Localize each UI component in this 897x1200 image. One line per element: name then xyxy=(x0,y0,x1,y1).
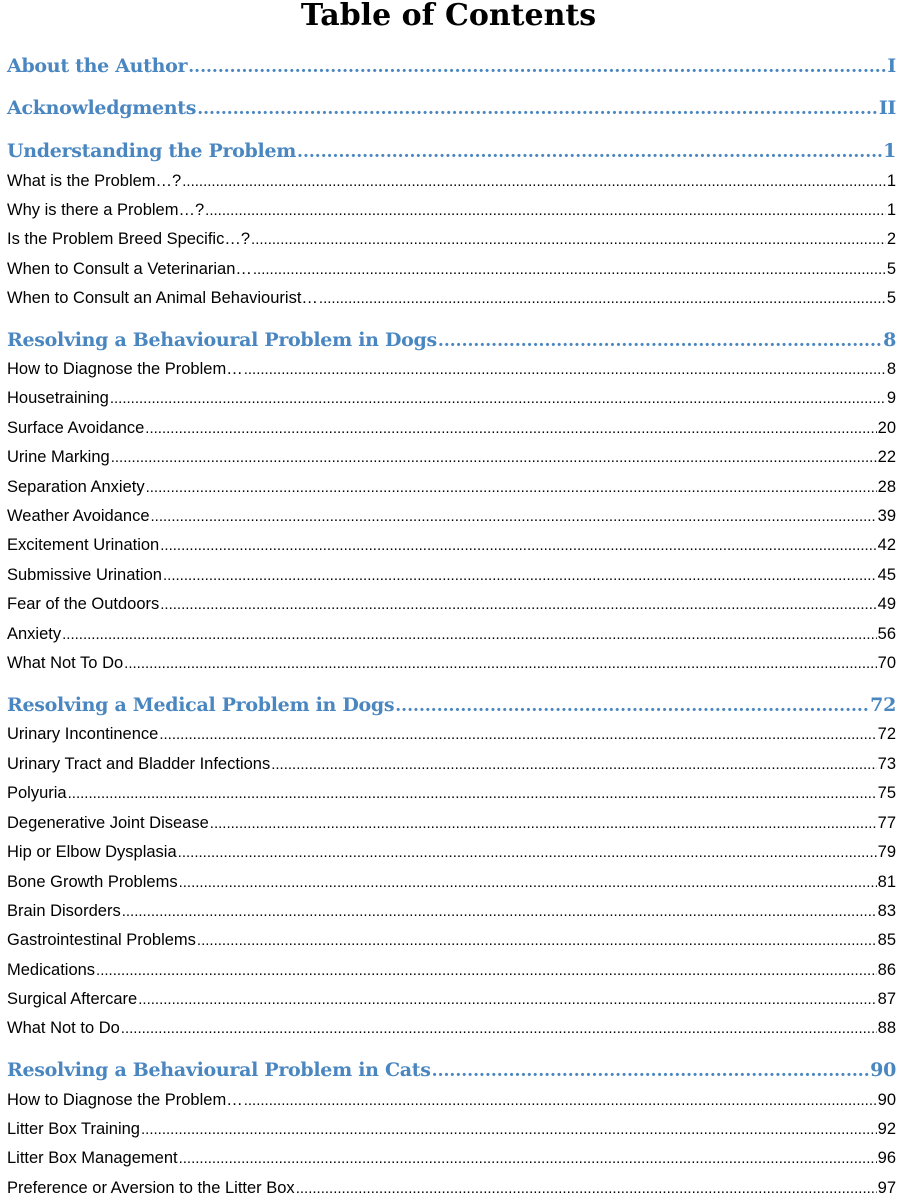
toc-page-number: 5 xyxy=(886,289,896,307)
toc-entry[interactable] xyxy=(7,1017,896,1040)
toc-entry-label: Why is there a Problem…? xyxy=(7,201,205,219)
toc-entry-label: What Not To Do xyxy=(7,654,124,672)
toc-entry[interactable] xyxy=(7,929,896,952)
toc-entry[interactable] xyxy=(7,959,896,982)
toc-entry[interactable] xyxy=(7,623,896,646)
toc-heading[interactable] xyxy=(7,1058,896,1083)
toc-page-number: 73 xyxy=(877,755,896,773)
toc-page-number: 20 xyxy=(877,419,896,437)
toc-page-number: 90 xyxy=(870,1059,896,1081)
toc-page-number: 8 xyxy=(886,360,896,378)
dot-leader xyxy=(188,55,886,79)
toc-list xyxy=(7,0,896,1200)
toc-page-number: 70 xyxy=(877,654,896,672)
toc-entry-label: Housetraining xyxy=(7,389,109,407)
toc-entry-label: Anxiety xyxy=(7,625,62,643)
toc-entry[interactable] xyxy=(7,723,896,746)
toc-page-number: 39 xyxy=(877,507,896,525)
toc-page-number: 1 xyxy=(886,201,896,219)
toc-page-number: 92 xyxy=(877,1120,896,1138)
toc-entry[interactable] xyxy=(7,564,896,587)
toc-entry[interactable] xyxy=(7,228,896,251)
toc-entry-label: Urinary Tract and Bladder Infections xyxy=(7,755,271,773)
toc-entry-label: What is the Problem…? xyxy=(7,172,182,190)
page-title: Table of Contents xyxy=(300,0,597,33)
dot-leader xyxy=(68,783,877,805)
toc-entry[interactable] xyxy=(7,476,896,499)
toc-entry[interactable] xyxy=(7,387,896,410)
toc-page-number: 72 xyxy=(870,694,896,716)
dot-leader xyxy=(160,594,876,616)
dot-leader xyxy=(271,754,876,776)
toc-heading[interactable] xyxy=(7,693,896,718)
dot-leader xyxy=(151,506,877,528)
toc-entry[interactable] xyxy=(7,1147,896,1170)
toc-heading[interactable] xyxy=(7,328,896,353)
dot-leader xyxy=(62,624,877,646)
toc-entry-label: Urine Marking xyxy=(7,448,110,466)
toc-page-number: 88 xyxy=(877,1019,896,1037)
toc-entry-label: What Not to Do xyxy=(7,1019,120,1037)
toc-entry[interactable] xyxy=(7,417,896,440)
toc-heading[interactable] xyxy=(7,139,896,164)
toc-entry-label: Resolving a Behavioural Problem in Dogs xyxy=(7,329,437,351)
toc-page-number: 22 xyxy=(877,448,896,466)
toc-page-number: 97 xyxy=(877,1179,896,1197)
dot-leader xyxy=(159,724,876,746)
toc-entry-label: Understanding the Problem xyxy=(7,140,297,162)
dot-leader xyxy=(297,140,882,164)
toc-page-number: 56 xyxy=(877,625,896,643)
toc-entry-label: Bone Growth Problems xyxy=(7,873,178,891)
dot-leader xyxy=(197,930,877,952)
dot-leader xyxy=(438,329,882,353)
dot-leader xyxy=(121,1018,877,1040)
toc-entry-label: Resolving a Medical Problem in Dogs xyxy=(7,694,395,716)
dot-leader xyxy=(178,842,877,864)
toc-entry[interactable] xyxy=(7,1089,896,1112)
dot-leader xyxy=(122,901,877,923)
toc-page-number: 90 xyxy=(877,1091,896,1109)
dot-leader xyxy=(138,989,876,1011)
toc-entry[interactable] xyxy=(7,505,896,528)
dot-leader xyxy=(319,288,886,310)
toc-page-number: 72 xyxy=(877,725,896,743)
toc-entry-label: Degenerative Joint Disease xyxy=(7,814,209,832)
toc-entry[interactable] xyxy=(7,287,896,310)
toc-entry[interactable] xyxy=(7,593,896,616)
toc-entry[interactable] xyxy=(7,812,896,835)
toc-page-number: 83 xyxy=(877,902,896,920)
toc-entry[interactable] xyxy=(7,258,896,281)
toc-entry[interactable] xyxy=(7,358,896,381)
toc-heading[interactable] xyxy=(7,96,896,121)
toc-entry-label: Is the Problem Breed Specific…? xyxy=(7,230,251,248)
toc-page-number: 79 xyxy=(877,843,896,861)
toc-entry-label: Preference or Aversion to the Litter Box xyxy=(7,1179,295,1197)
dot-leader xyxy=(111,447,877,469)
toc-page-number: 42 xyxy=(877,536,896,554)
toc-page-number: I xyxy=(887,55,896,77)
dot-leader xyxy=(244,359,886,381)
toc-page-number: II xyxy=(878,97,896,119)
toc-page-number: 8 xyxy=(883,329,896,351)
dot-leader xyxy=(205,200,886,222)
toc-entry[interactable] xyxy=(7,446,896,469)
toc-page-number: 1 xyxy=(883,140,896,162)
dot-leader xyxy=(163,565,877,587)
toc-page-number: 28 xyxy=(877,478,896,496)
toc-entry-label: Acknowledgments xyxy=(7,97,197,119)
toc-entry-label: When to Consult a Veterinarian… xyxy=(7,260,252,278)
toc-entry-label: How to Diagnose the Problem… xyxy=(7,1091,243,1109)
toc-page-number: 2 xyxy=(886,230,896,248)
toc-page-number: 96 xyxy=(877,1149,896,1167)
toc-entry[interactable] xyxy=(7,199,896,222)
dot-leader xyxy=(124,653,876,675)
toc-entry-label: Resolving a Behavioural Problem in Cats xyxy=(7,1059,431,1081)
dot-leader xyxy=(179,1148,877,1170)
toc-page-number: 9 xyxy=(886,389,896,407)
toc-page-number: 77 xyxy=(877,814,896,832)
dot-leader xyxy=(179,872,877,894)
toc-entry-label: When to Consult an Animal Behaviourist… xyxy=(7,289,318,307)
toc-entry-label: Litter Box Training xyxy=(7,1120,140,1138)
toc-entry-label: Submissive Urination xyxy=(7,566,162,584)
dot-leader xyxy=(197,97,878,121)
toc-entry[interactable] xyxy=(7,652,896,675)
toc-entry-label: How to Diagnose the Problem… xyxy=(7,360,243,378)
dot-leader xyxy=(146,477,877,499)
toc-entry-label: Medications xyxy=(7,961,96,979)
toc-entry-label: Fear of the Outdoors xyxy=(7,595,160,613)
toc-entry-label: Weather Avoidance xyxy=(7,507,150,525)
toc-entry-label: Excitement Urination xyxy=(7,536,160,554)
dot-leader xyxy=(182,171,886,193)
toc-page-number: 5 xyxy=(886,260,896,278)
dot-leader xyxy=(145,418,876,440)
dot-leader xyxy=(96,960,877,982)
dot-leader xyxy=(244,1090,877,1112)
toc-entry-label: About the Author xyxy=(7,55,188,77)
toc-page-number: 81 xyxy=(877,873,896,891)
toc-entry-label: Hip or Elbow Dysplasia xyxy=(7,843,177,861)
toc-page-number: 1 xyxy=(886,172,896,190)
toc-entry-label: Polyuria xyxy=(7,784,67,802)
dot-leader xyxy=(395,694,869,718)
toc-page-number: 86 xyxy=(877,961,896,979)
toc-entry[interactable] xyxy=(7,871,896,894)
toc-entry-label: Separation Anxiety xyxy=(7,478,145,496)
toc-entry-label: Litter Box Management xyxy=(7,1149,178,1167)
dot-leader xyxy=(141,1119,877,1141)
dot-leader xyxy=(253,259,886,281)
dot-leader xyxy=(210,813,877,835)
toc-entry-label: Gastrointestinal Problems xyxy=(7,931,196,949)
toc-entry[interactable] xyxy=(7,900,896,923)
toc-page-number: 49 xyxy=(877,595,896,613)
dot-leader xyxy=(110,388,886,410)
toc-entry[interactable] xyxy=(7,534,896,557)
toc-entry[interactable] xyxy=(7,170,896,193)
dot-leader xyxy=(296,1178,877,1200)
toc-entry-label: Brain Disorders xyxy=(7,902,121,920)
toc-page-number: 45 xyxy=(877,566,896,584)
dot-leader xyxy=(251,229,886,251)
toc-entry[interactable] xyxy=(7,841,896,864)
toc-entry[interactable] xyxy=(7,753,896,776)
toc-entry-label: Surface Avoidance xyxy=(7,419,145,437)
toc-page-number: 87 xyxy=(877,990,896,1008)
toc-entry[interactable] xyxy=(7,1118,896,1141)
toc-page-number: 85 xyxy=(877,931,896,949)
dot-leader xyxy=(432,1059,869,1083)
toc-entry[interactable] xyxy=(7,782,896,805)
toc-heading[interactable] xyxy=(7,54,896,79)
toc-entry-label: Urinary Incontinence xyxy=(7,725,159,743)
toc-entry[interactable] xyxy=(7,988,896,1011)
toc-page-number: 75 xyxy=(877,784,896,802)
toc-entry-label: Surgical Aftercare xyxy=(7,990,138,1008)
dot-leader xyxy=(160,535,876,557)
toc-entry[interactable] xyxy=(7,1177,896,1200)
